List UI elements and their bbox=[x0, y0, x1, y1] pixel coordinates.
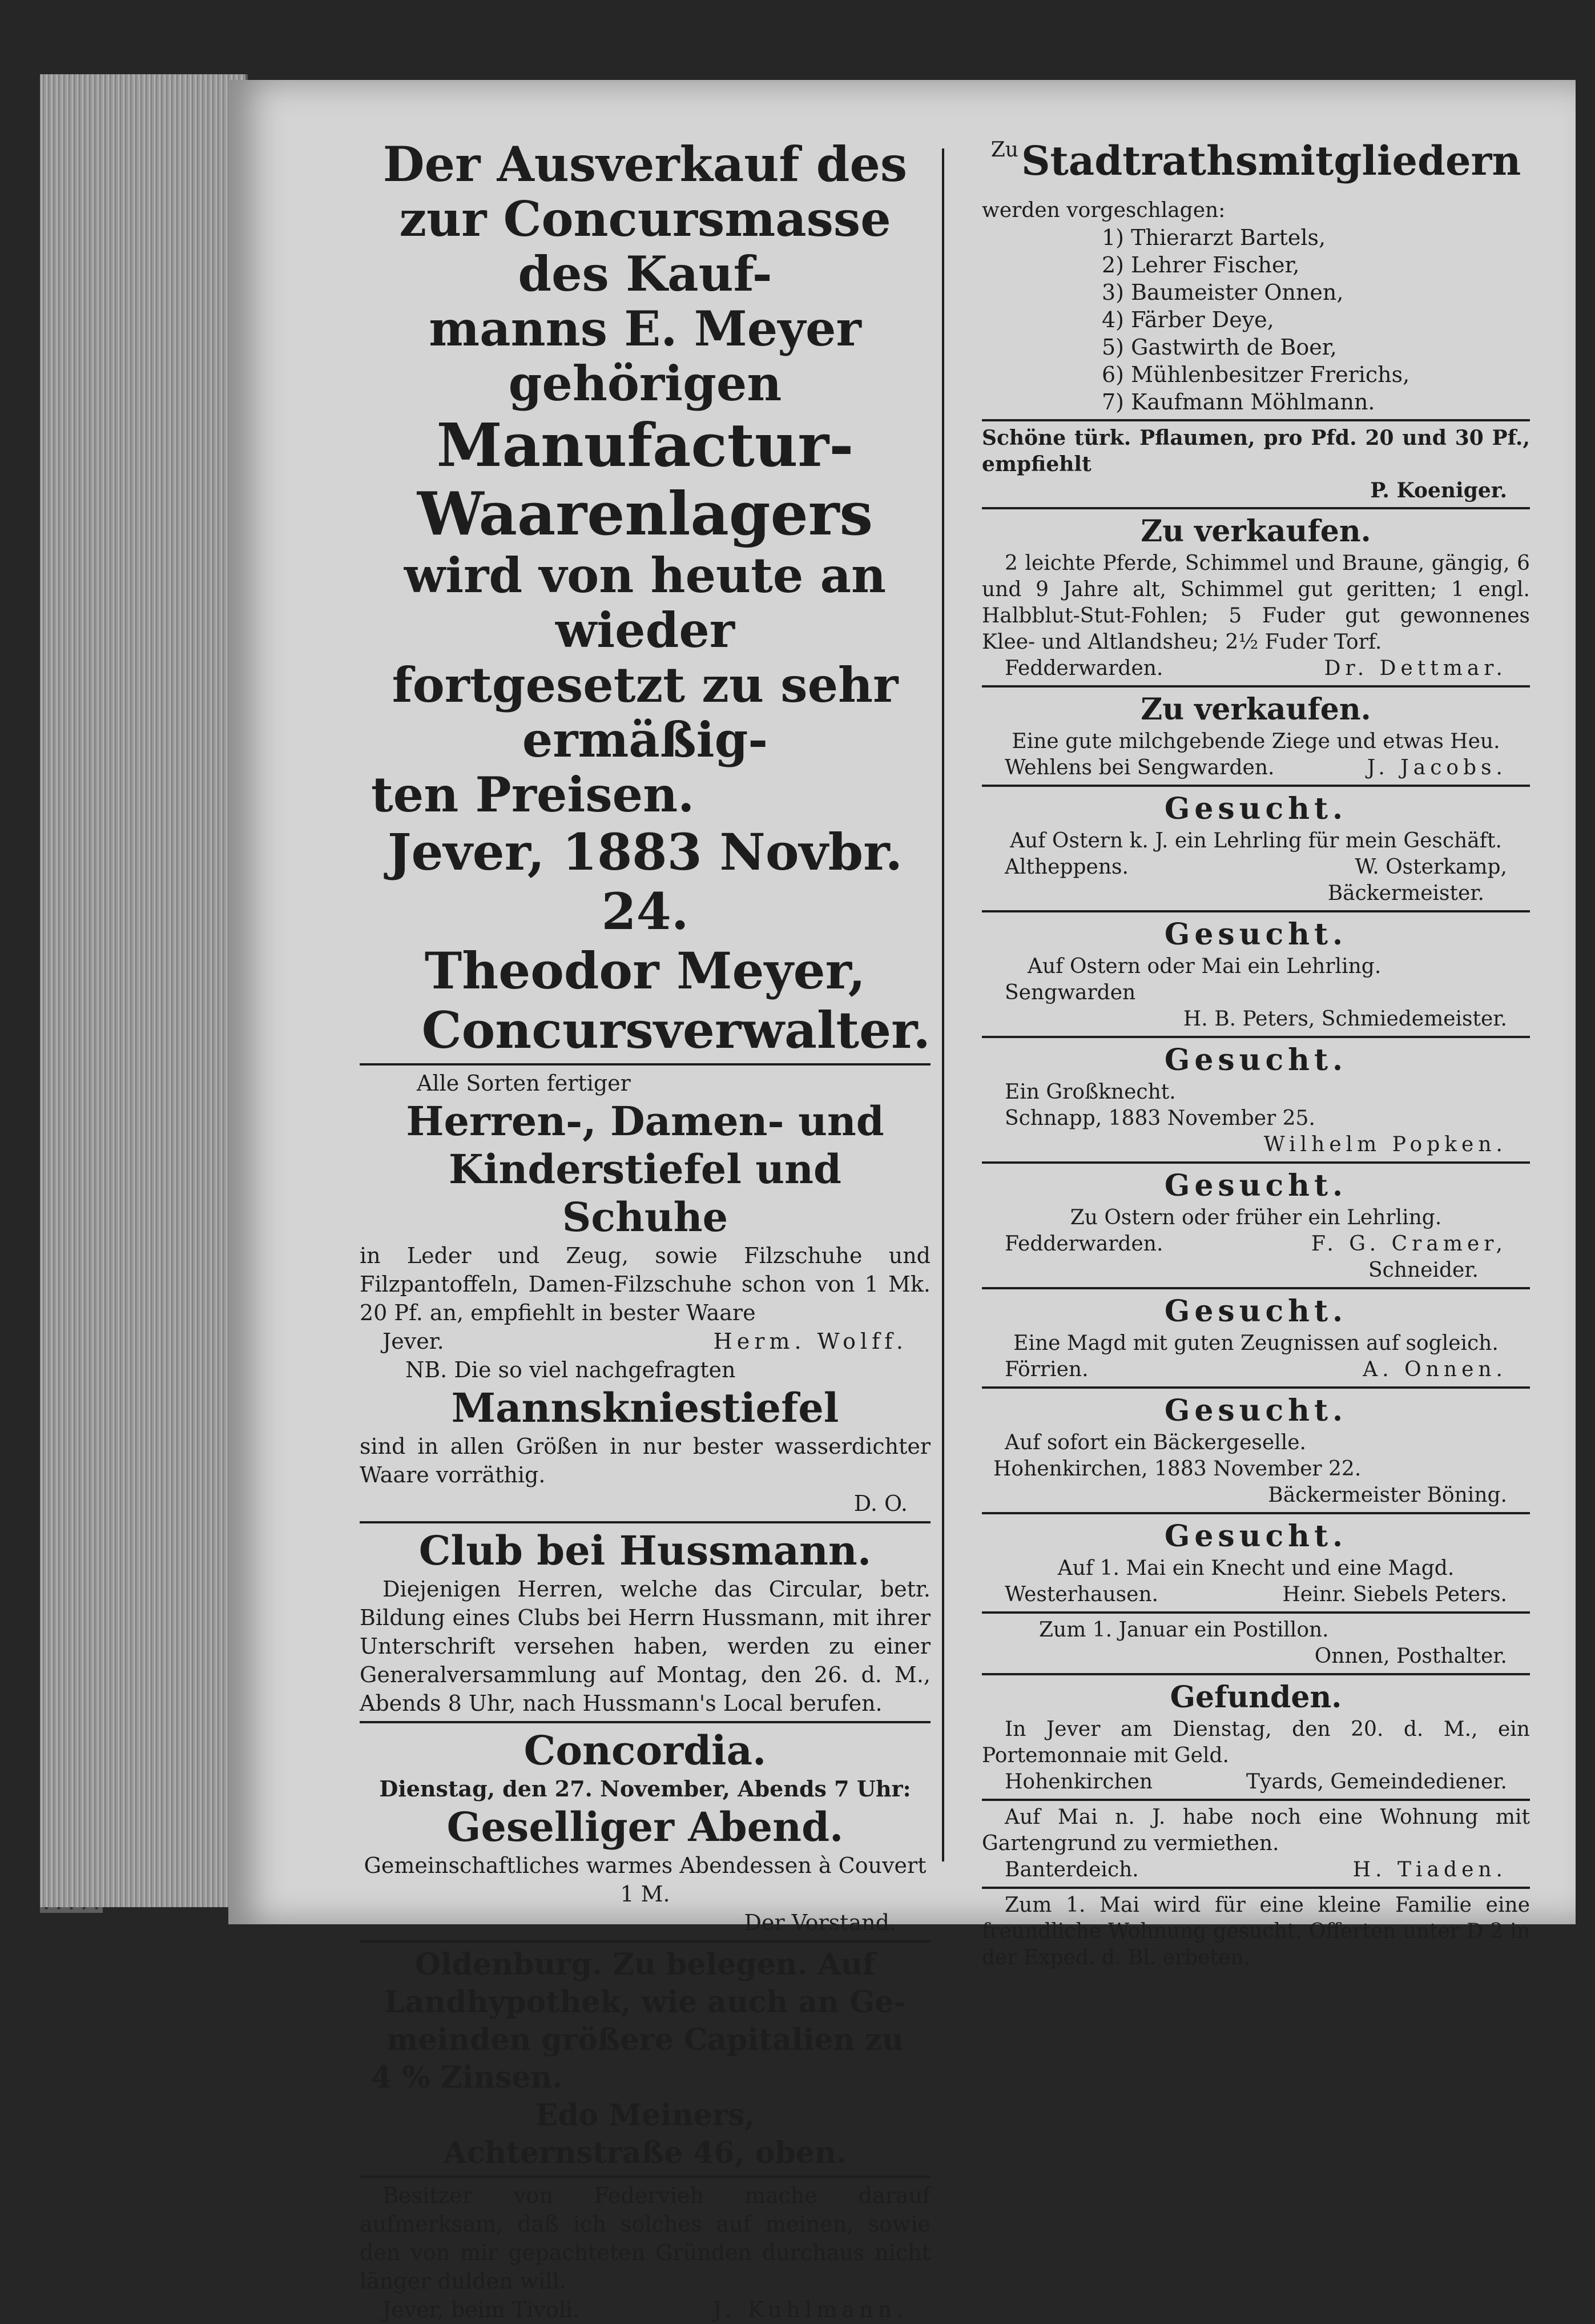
gesucht1-role: Bäckermeister. bbox=[1327, 882, 1484, 905]
wolff-head-3: Mannskniestiefel bbox=[451, 1384, 839, 1432]
meiners-name: Edo Meiners, bbox=[535, 2098, 755, 2133]
ausverkauf-name: Theodor Meyer, bbox=[424, 941, 866, 1000]
familie-body: Zum 1. Mai wird für eine kleine Familie eine freundliche Wohnung gesucht. Offerten unter D 2 in der Exped. d. Bl. erbeten. bbox=[982, 1893, 1530, 1969]
gesucht4-name: F. G. Cramer, bbox=[1311, 1232, 1507, 1256]
wohnung-name: H. Tiaden. bbox=[1352, 1858, 1507, 1881]
divider bbox=[360, 1721, 931, 1723]
wolff-intro: Alle Sorten fertiger bbox=[417, 1071, 631, 1096]
wolff-head-1: Herren-, Damen- und bbox=[406, 1097, 884, 1145]
ad-gesucht-4 bbox=[982, 1167, 1530, 1284]
ad-gesucht-1 bbox=[982, 790, 1530, 907]
ad-postillon bbox=[982, 1617, 1530, 1670]
gesucht4-title: Gesucht. bbox=[1164, 1168, 1348, 1203]
ad-concordia bbox=[360, 1727, 931, 1937]
verkauf2-name: J. Jacobs. bbox=[1367, 756, 1507, 779]
meiners-line-3: meinden größere Capitalien zu bbox=[386, 2023, 904, 2057]
ad-pflaumen bbox=[982, 425, 1530, 504]
ad-gesucht-2 bbox=[982, 916, 1530, 1032]
wolff-body: in Leder und Zeug, sowie Filzschuhe und Filzpantoffeln, Damen-Filzschuhe schon von 1 Mk. 20 Pf. an, empfiehlt in bester Waare bbox=[360, 1243, 931, 1325]
ausverkauf-big-1: Manufactur- bbox=[436, 410, 854, 480]
gesucht1-name: W. Osterkamp, bbox=[1355, 855, 1507, 879]
kuhlmann-body: Besitzer von Federvieh mache darauf aufmerksam, daß ich solches auf meinen, sowie den von mir gepachteten Gründen durchaus nicht länger dulden will. bbox=[360, 2183, 931, 2294]
list-item: 4) Färber Deye, bbox=[1102, 307, 1274, 332]
newspaper-page bbox=[228, 80, 1576, 2322]
club-title: Club bei Hussmann. bbox=[418, 1527, 872, 1574]
stadtrath-title: Stadtrathsmitgliedern bbox=[1021, 137, 1521, 184]
gesucht2-title: Gesucht. bbox=[1164, 917, 1348, 952]
pflaumen-name: P. Koeniger. bbox=[1370, 479, 1507, 502]
ausverkauf-body-3: ten Preisen. bbox=[371, 766, 695, 823]
list-item: 3) Baumeister Onnen, bbox=[1102, 280, 1344, 305]
ad-meiners bbox=[360, 1946, 931, 2172]
divider bbox=[982, 419, 1530, 421]
gesucht4-signature-row bbox=[982, 1231, 1530, 1257]
gesucht5-name: A. Onnen. bbox=[1363, 1358, 1507, 1381]
wolff-sig: D. O. bbox=[853, 1491, 908, 1516]
meiners-address: Achternstraße 46, oben. bbox=[444, 2136, 847, 2170]
verkauf1-title: Zu verkaufen. bbox=[1141, 514, 1371, 549]
gesucht1-signature-row bbox=[982, 854, 1530, 880]
meiners-line-2: Landhypothek, wie auch an Ge- bbox=[384, 1985, 907, 2020]
wolff-name: Herm. Wolff. bbox=[713, 1329, 908, 1354]
concordia-sig: Der Vorstand. bbox=[744, 1910, 896, 1935]
gesucht2-name: H. B. Peters, Schmiedemeister. bbox=[1183, 1007, 1507, 1031]
wohnung-place: Banterdeich. bbox=[1005, 1858, 1139, 1881]
gesucht7-name: Heinr. Siebels Peters. bbox=[1282, 1583, 1507, 1606]
postillon-body: Zum 1. Januar ein Postillon. bbox=[1039, 1618, 1329, 1642]
ausverkauf-big-2: Waarenlagers bbox=[417, 479, 873, 549]
ad-gesucht-5 bbox=[982, 1293, 1530, 1383]
stadtrath-sub: werden vorgeschlagen: bbox=[982, 199, 1226, 222]
gesucht6-place: Hohenkirchen, 1883 November 22. bbox=[993, 1457, 1362, 1481]
list-item: 2) Lehrer Fischer, bbox=[1102, 252, 1300, 278]
verkauf1-signature-row bbox=[982, 656, 1530, 682]
verkauf2-place: Wehlens bei Sengwarden. bbox=[1005, 756, 1275, 779]
divider bbox=[360, 2176, 931, 2178]
gesucht7-body: Auf 1. Mai ein Knecht und eine Magd. bbox=[1057, 1557, 1455, 1580]
ausverkauf-date: Jever, 1883 Novbr. 24. bbox=[387, 822, 903, 941]
gefunden-body: In Jever am Dienstag, den 20. d. M., ein Portemonnaie mit Geld. bbox=[982, 1718, 1530, 1767]
kuhlmann-name: J. Kuhlmann. bbox=[713, 2297, 908, 2322]
gefunden-place: Hohenkirchen bbox=[1005, 1770, 1153, 1794]
verkauf1-name: Dr. Dettmar. bbox=[1324, 657, 1507, 680]
ad-kuhlmann bbox=[360, 2181, 931, 2324]
gesucht6-body: Auf sofort ein Bäckergeselle. bbox=[1005, 1431, 1306, 1454]
gesucht4-role: Schneider. bbox=[1368, 1259, 1479, 1282]
meiners-line-1: Oldenburg. Zu belegen. Auf bbox=[414, 1947, 876, 1982]
gesucht2-place: Sengwarden bbox=[1005, 981, 1136, 1004]
gesucht4-place: Fedderwarden. bbox=[1005, 1232, 1163, 1256]
verkauf1-body: 2 leichte Pferde, Schimmel und Braune, gängig, 6 und 9 Jahre alt, Schimmel gut geritten; 1 engl. Halbblut-Stut-Fohlen; 5 Fuder gut gewonnenes Klee- und Altlandsheu; 2½ Fuder Torf. bbox=[982, 552, 1530, 654]
left-column bbox=[360, 137, 931, 2324]
gesucht1-title: Gesucht. bbox=[1164, 791, 1348, 826]
ad-ausverkauf bbox=[360, 137, 931, 1060]
list-item: 1) Thierarzt Bartels, bbox=[1102, 225, 1326, 250]
ad-verkauf-1 bbox=[982, 513, 1530, 682]
divider bbox=[982, 1611, 1530, 1614]
divider bbox=[982, 1287, 1530, 1289]
wohnung-signature-row bbox=[982, 1857, 1530, 1883]
kuhlmann-signature-row bbox=[360, 2295, 931, 2324]
stadtrath-heading bbox=[982, 137, 1530, 198]
verkauf2-body: Eine gute milchgebende Ziege und etwas Heu. bbox=[1012, 730, 1500, 753]
ad-gesucht-6 bbox=[982, 1392, 1530, 1509]
ad-stadtrath bbox=[982, 137, 1530, 416]
divider bbox=[982, 910, 1530, 912]
page-edges bbox=[40, 74, 248, 1907]
right-column bbox=[982, 137, 1530, 1971]
gesucht3-place: Schnapp, 1883 November 25. bbox=[1005, 1107, 1315, 1130]
gesucht7-title: Gesucht. bbox=[1164, 1519, 1348, 1554]
divider bbox=[982, 1036, 1530, 1038]
wolff-signature-row bbox=[360, 1327, 931, 1356]
ad-gesucht-3 bbox=[982, 1042, 1530, 1158]
gefunden-title: Gefunden. bbox=[1170, 1680, 1342, 1715]
ausverkauf-line-2: zur Concursmasse des Kauf- bbox=[399, 191, 891, 302]
divider bbox=[360, 1521, 931, 1523]
stadtrath-prefix: Zu bbox=[990, 138, 1018, 162]
verkauf2-title: Zu verkaufen. bbox=[1141, 692, 1371, 727]
divider bbox=[982, 1887, 1530, 1889]
gesucht5-signature-row bbox=[982, 1357, 1530, 1383]
gesucht3-title: Gesucht. bbox=[1164, 1043, 1348, 1077]
gesucht1-body: Auf Ostern k. J. ein Lehrling für mein Geschäft. bbox=[1010, 829, 1502, 853]
gesucht1-place: Altheppens. bbox=[1005, 855, 1129, 879]
wolff-head-2: Kinderstiefel und Schuhe bbox=[449, 1145, 841, 1241]
concordia-event: Geselliger Abend. bbox=[446, 1803, 844, 1851]
verkauf2-signature-row bbox=[982, 755, 1530, 781]
postillon-name: Onnen, Posthalter. bbox=[1314, 1645, 1507, 1668]
ad-familie bbox=[982, 1892, 1530, 1971]
kuhlmann-place: Jever, beim Tivoli. bbox=[382, 2297, 580, 2322]
stadtrath-list bbox=[982, 224, 1530, 416]
wohnung-body: Auf Mai n. J. habe noch eine Wohnung mit Gartengrund zu vermiethen. bbox=[982, 1806, 1530, 1855]
ausverkauf-role: Concursverwalter. bbox=[421, 1000, 931, 1060]
gesucht5-title: Gesucht. bbox=[1164, 1294, 1348, 1329]
ad-gesucht-7 bbox=[982, 1518, 1530, 1608]
divider bbox=[982, 1161, 1530, 1164]
divider bbox=[360, 1940, 931, 1943]
gefunden-signature-row bbox=[982, 1769, 1530, 1795]
ad-verkauf-2 bbox=[982, 691, 1530, 781]
gesucht6-name: Bäckermeister Böning. bbox=[1268, 1483, 1507, 1507]
divider bbox=[982, 1512, 1530, 1514]
ad-wolff bbox=[360, 1069, 931, 1518]
gesucht5-body: Eine Magd mit guten Zeugnissen auf sogleich. bbox=[1013, 1332, 1499, 1355]
wolff-nb: NB. Die so viel nachgefragten bbox=[405, 1357, 736, 1382]
gesucht5-place: Förrien. bbox=[1005, 1358, 1089, 1381]
ad-gefunden bbox=[982, 1679, 1530, 1795]
concordia-title: Concordia. bbox=[523, 1727, 767, 1774]
column-divider bbox=[942, 148, 944, 1861]
divider bbox=[982, 507, 1530, 509]
ausverkauf-line-1: Der Ausverkauf des bbox=[382, 136, 908, 192]
meiners-line-4: 4 % Zinsen. bbox=[371, 2060, 563, 2095]
gesucht3-body: Ein Großknecht. bbox=[1005, 1080, 1176, 1104]
list-item: 5) Gastwirth de Boer, bbox=[1102, 335, 1337, 360]
ausverkauf-body-1: wird von heute an wieder bbox=[404, 547, 887, 658]
divider bbox=[982, 785, 1530, 787]
divider bbox=[360, 1063, 931, 1065]
gesucht2-body: Auf Ostern oder Mai ein Lehrling. bbox=[1028, 955, 1381, 978]
pflaumen-body: Schöne türk. Pflaumen, pro Pfd. 20 und 30 Pf., empfiehlt bbox=[982, 426, 1530, 476]
gesucht7-place: Westerhausen. bbox=[1005, 1583, 1159, 1606]
gesucht3-name: Wilhelm Popken. bbox=[1263, 1133, 1507, 1156]
ausverkauf-body-2: fortgesetzt zu sehr ermäßig- bbox=[392, 657, 899, 768]
ad-club bbox=[360, 1527, 931, 1718]
list-item: 6) Mühlenbesitzer Frerichs, bbox=[1102, 362, 1410, 387]
gesucht6-title: Gesucht. bbox=[1164, 1393, 1348, 1428]
ausverkauf-line-3: manns E. Meyer gehörigen bbox=[429, 300, 861, 412]
divider bbox=[982, 1386, 1530, 1389]
divider bbox=[982, 685, 1530, 687]
divider bbox=[982, 1799, 1530, 1801]
divider bbox=[982, 1673, 1530, 1675]
gefunden-name: Tyards, Gemeindediener. bbox=[1246, 1770, 1507, 1794]
wolff-place: Jever. bbox=[382, 1329, 444, 1354]
gesucht7-signature-row bbox=[982, 1582, 1530, 1608]
list-item: 7) Kaufmann Möhlmann. bbox=[1102, 389, 1375, 415]
gesucht4-body: Zu Ostern oder früher ein Lehrling. bbox=[1070, 1206, 1442, 1229]
ad-wohnung bbox=[982, 1804, 1530, 1883]
verkauf1-place: Fedderwarden. bbox=[1005, 657, 1163, 680]
club-body: Diejenigen Herren, welche das Circular, betr. Bildung eines Clubs bei Herrn Hussmann, mit ihrer Unterschrift versehen haben, werden zu einer Generalversammlung auf Montag, den 26. d. M., Abends 8 Uhr, nach Hussmann's Local berufen. bbox=[360, 1577, 931, 1716]
concordia-body: Gemeinschaftliches warmes Abendessen à Couvert 1 M. bbox=[364, 1853, 927, 1907]
wolff-body-2: sind in allen Größen in nur bester wasserdichter Waare vorräthig. bbox=[360, 1434, 931, 1487]
concordia-date: Dienstag, den 27. November, Abends 7 Uhr: bbox=[379, 1776, 911, 1802]
